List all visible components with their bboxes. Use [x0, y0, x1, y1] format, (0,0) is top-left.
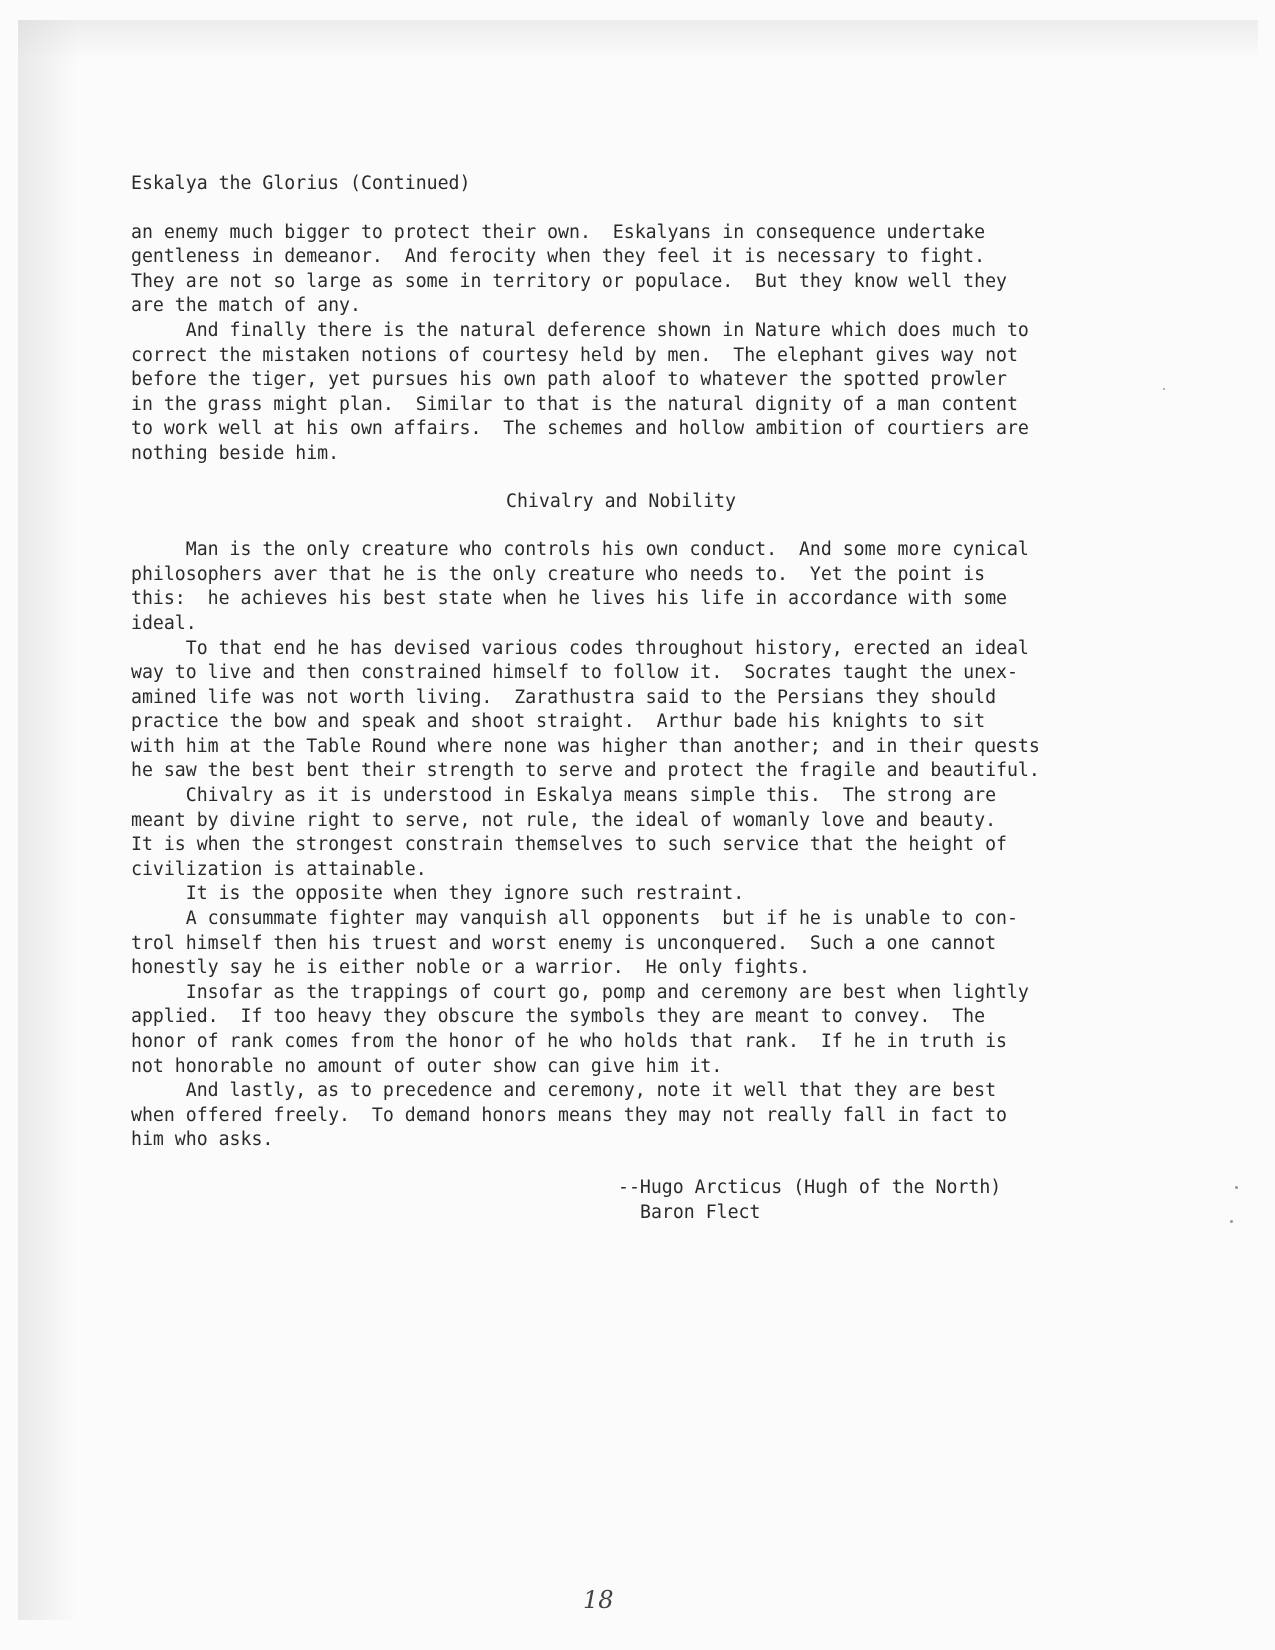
text-line: A consummate fighter may vanquish all opponents but if he is unable to con-	[131, 908, 1018, 930]
text-line: It is when the strongest constrain themselves to such service that the height of	[131, 834, 1007, 856]
text-line: applied. If too heavy they obscure the symbols they are meant to convey. The	[131, 1006, 986, 1028]
section-title: Chivalry and Nobility	[506, 490, 736, 512]
scan-speck	[1235, 1186, 1238, 1189]
text-line: before the tiger, yet pursues his own path aloof to whatever the spotted prowler	[131, 369, 1007, 391]
text-line: honor of rank comes from the honor of he who holds that rank. If he in truth is	[131, 1031, 1007, 1052]
section-2	[131, 538, 1171, 1153]
text-line: him who asks.	[131, 1129, 274, 1151]
text-line: this: he achieves his best state when he lives his life in accordance with some	[131, 588, 1007, 610]
text-line: when offered freely. To demand honors means they may not really fall in fact to	[131, 1104, 1007, 1126]
text-line: correct the mistaken notions of courtesy held by men. The elephant gives way not	[131, 344, 1018, 366]
text-line: And finally there is the natural deference shown in Nature which does much to	[131, 319, 1029, 341]
text-line: nothing beside him.	[131, 442, 340, 464]
text-line: practice the bow and speak and shoot straight. Arthur bade his knights to sit	[131, 711, 986, 733]
page-number: 18	[583, 1586, 614, 1614]
text-line: To that end he has devised various codes throughout history, erected an ideal	[131, 637, 1029, 659]
text-line: ideal.	[131, 612, 197, 634]
signature-name: --Hugo Arcticus (Hugh of the North)	[618, 1176, 1002, 1198]
scan-shadow-top	[18, 20, 1258, 60]
text-line: in the grass might plan. Similar to that is the natural dignity of a man content	[131, 393, 1018, 415]
scan-shadow-left	[18, 20, 78, 1620]
scan-speck	[1230, 1220, 1233, 1223]
document-body	[131, 172, 1171, 1225]
text-line: he saw the best bent their strength to serve and protect the fragile and beautiful.	[131, 760, 1040, 782]
text-line: way to live and then constrained himself to follow it. Socrates taught the unex-	[131, 662, 1018, 684]
text-line: honestly say he is either noble or a warrior. He only fights.	[131, 957, 810, 979]
text-line: are the match of any.	[131, 295, 361, 317]
text-line: an enemy much bigger to protect their own. Eskalyans in consequence undertake	[131, 221, 986, 243]
text-line: gentleness in demeanor. And ferocity when they feel it is necessary to fight.	[131, 246, 986, 268]
text-line: trol himself then his truest and worst enemy is unconquered. Such a one cannot	[131, 932, 997, 954]
text-line: Chivalry as it is understood in Eskalya means simple this. The strong are	[131, 785, 997, 807]
text-line: Insofar as the trappings of court go, pomp and ceremony are best when lightly	[131, 981, 1029, 1003]
section-1	[131, 221, 1171, 467]
text-line: They are not so large as some in territory or populace. But they know well they	[131, 270, 1007, 292]
scan-speck	[1163, 388, 1165, 390]
signature-title: Baron Flect	[640, 1201, 761, 1223]
text-line: civilization is attainable.	[131, 858, 427, 880]
text-line: It is the opposite when they ignore such restraint.	[131, 883, 745, 905]
text-line: not honorable no amount of outer show can give him it.	[131, 1055, 723, 1077]
text-line: to work well at his own affairs. The schemes and hollow ambition of courtiers are	[131, 418, 1029, 440]
text-line: amined life was not worth living. Zarathustra said to the Persians they should	[131, 686, 997, 708]
text-line: And lastly, as to precedence and ceremony, note it well that they are best	[131, 1080, 997, 1102]
document-heading: Eskalya the Glorius (Continued)	[131, 173, 471, 194]
text-line: with him at the Table Round where none was higher than another; and in their quests	[131, 735, 1040, 757]
text-line: Man is the only creature who controls his own conduct. And some more cynical	[131, 539, 1029, 561]
text-line: meant by divine right to serve, not rule, the ideal of womanly love and beauty.	[131, 809, 997, 831]
text-line: philosophers aver that he is the only creature who needs to. Yet the point is	[131, 563, 986, 585]
